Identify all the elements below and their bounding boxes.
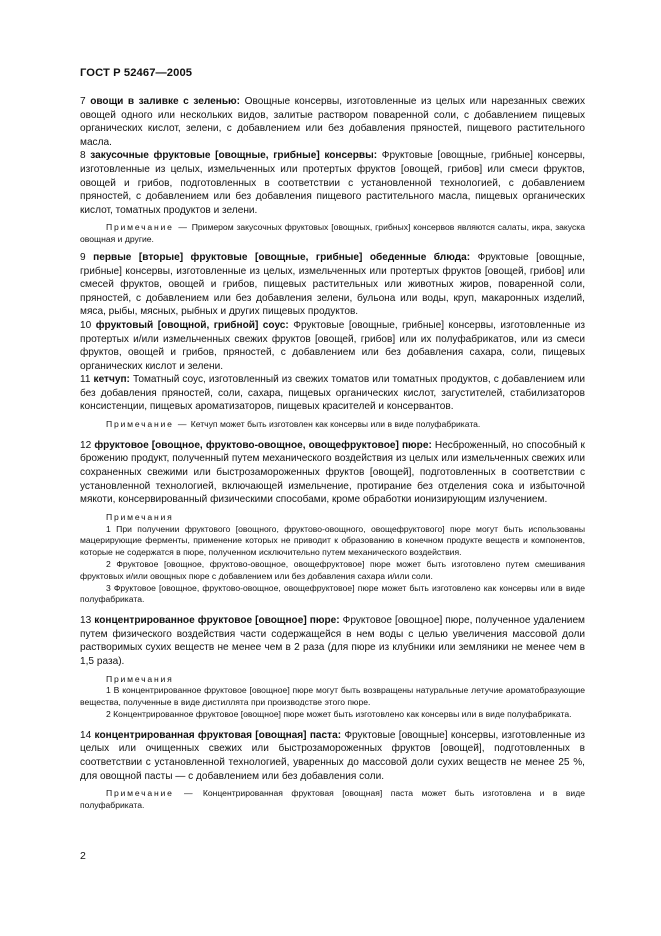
note-12-item: 1 При получении фруктового [овощного, фруктово-овощного, овощефруктового] пюре могут быть использованы мацерирующие ферменты, применение которых не приводит к образованию в конечном продукте веществ и компонентов, которые не содержатся в пюре, полученном исключительно путем механического воздействия. — [80, 523, 585, 558]
note-13-item: 2 Концентрированное фруктовое [овощное] пюре может быть изготовлено как консервы или в виде полуфабриката. — [106, 708, 572, 719]
entry-number: 10 — [80, 319, 92, 331]
term-definition: Несброженный, но способный к брожению продукт, полученный путем механического воздействия из целых или измельченных свежих или сохраненных свежими или быстрозамороженных фруктов [овощей], подготовленных в соответствии с установленной технологией, включающей измельчение, протирание без отделения сока и избыточной мякоти, консервированный физическими способами, кроме обработки ионизирующим излучением. — [80, 439, 585, 506]
term-entry-12 — [80, 439, 585, 507]
notes-heading: Примечания — [106, 511, 174, 522]
term-entry-10 — [80, 319, 585, 373]
entry-number: 9 — [80, 251, 86, 263]
note-text: Кетчуп может быть изготовлен как консервы или в виде полуфабриката. — [190, 419, 481, 430]
term-name: овощи в заливке с зеленью: — [90, 96, 241, 107]
term-entry-9 — [80, 251, 585, 319]
term-name: концентрированная фруктовая [овощная] паста: — [94, 729, 342, 741]
term-definition: Овощные консервы, изготовленные из целых или нарезанных свежих овощей одного или нескольких видов, залитые раствором поваренной соли, с добавлением пищевых органических кислот, зелени, с добавлением или без добавления пряностей, пищевого растительного масла. — [80, 96, 585, 148]
note-14 — [80, 788, 585, 812]
notes-heading: Примечания — [106, 673, 174, 684]
note-8 — [80, 222, 585, 246]
note-label: Примечание — — [106, 222, 189, 233]
note-label: Примечание — — [106, 788, 195, 799]
term-definition: Фруктовые [овощные] консервы, изготовленные из целых или очищенных свежих или быстрозамороженных фруктов [овощей], подготовленных в соответствии с установленной технологией, уваренных до массовой доли сухих веществ не менее 25 %, для овощной пасты — с добавлением или без добавления соли. — [80, 729, 586, 782]
note-text: Примером закусочных фруктовых [овощных, грибных] консервов являются салаты, икра, закуска овощная и другие. — [80, 222, 586, 245]
term-entry-8 — [80, 149, 585, 217]
entry-number: 11 — [80, 374, 91, 386]
term-name: первые [вторые] фруктовые [овощные, грибные] обеденные блюда: — [93, 251, 471, 263]
term-definition: Фруктовое [овощное] пюре, полученное удалением путем физического воздействия части содержащейся в нем воды с целью увеличения массовой доли растворимых сухих веществ не менее чем в 2 раза (для пюре из клубники или земляники не менее чем в 1,5 раза). — [80, 615, 586, 667]
entry-number: 7 — [80, 96, 86, 107]
term-name: фруктовое [овощное, фруктово-овощное, овощефруктовое] пюре: — [94, 439, 432, 451]
term-name: фруктовый [овощной, грибной] соус: — [95, 319, 289, 331]
term-name: кетчуп: — [93, 374, 130, 386]
term-entry-13 — [80, 614, 585, 668]
note-13-item: 1 В концентрированное фруктовое [овощное] пюре могут быть возвращены натуральные летучие ароматобразующие вещества, полученные в виде дистиллята при производстве этого пюре. — [80, 685, 585, 708]
entry-number: 13 — [80, 615, 92, 627]
term-entry-7 — [80, 95, 585, 149]
note-11 — [80, 419, 585, 431]
term-definition: Фруктовые [овощные, грибные] консервы, изготовленные из целых, измельченных или протертых фруктов [овощей, грибов] или смеси фруктов, овощей и грибов, подготовленных в соответствии с установленной технологией, с добавлением пряностей, с добавлением или без добавления пищевого растительного масла, пищевых органических кислот, томатных продуктов и зелени. — [80, 150, 586, 216]
page-number: 2 — [80, 850, 86, 862]
note-12-item: 2 Фруктовое [овощное, фруктово-овощное, овощефруктовое] пюре может быть изготовлено путем смешивания фруктовых и/или овощных пюре с добавлением или без добавления сахара и/или соли. — [80, 559, 585, 581]
term-definition: Фруктовые [овощные, грибные] консервы, изготовленные из целых, измельченных или протертых фруктов [овощей, грибов] или смесей фруктов, овощей и грибов, пищевых растительных или животных жиров, поваренной соли, пряностей, с добавлением или без добавления зелени, бульона или воды, круп, макаронных изделий, мяса, рыбы, мясных, рыбных и других пищевых продуктов. — [80, 251, 585, 318]
entry-number: 8 — [80, 150, 86, 162]
term-entry-11 — [80, 373, 585, 414]
entry-number: 14 — [80, 729, 92, 741]
document-code-header: ГОСТ Р 52467—2005 — [80, 67, 193, 79]
term-name: концентрированное фруктовое [овощное] пюре: — [94, 615, 340, 627]
term-name: закусочные фруктовые [овощные, грибные] консервы: — [90, 150, 378, 162]
note-text: Концентрированная фруктовая [овощная] паста может быть изготовлена и в виде полуфабриката. — [80, 788, 586, 810]
term-definition: Томатный соус, изготовленный из свежих томатов или томатных продуктов, с добавлением или без добавления пряностей, соли, сахара, пищевых органических кислот, загустителей, стабилизаторов консистенции, пищевых ароматизаторов, пищевых красителей и консервантов. — [80, 374, 586, 413]
term-entry-14 — [80, 729, 585, 783]
entry-number: 12 — [80, 439, 92, 451]
note-label: Примечание — — [106, 419, 189, 430]
note-12-item: 3 Фруктовое [овощное, фруктово-овощное, овощефруктовое] пюре может быть изготовлено как консервы или в виде полуфабриката. — [80, 582, 585, 605]
document-body — [80, 95, 585, 812]
term-definition: Фруктовые [овощные, грибные] консервы, изготовленные из протертых и/или измельченных свежих фруктов [овощей, грибов] или их полуфабрикатов, или из смеси фруктов, овощей и грибов, пряностей, с добавлением или без добавления сахара, соли, пищевых органических кислот и зелени. — [80, 319, 586, 372]
